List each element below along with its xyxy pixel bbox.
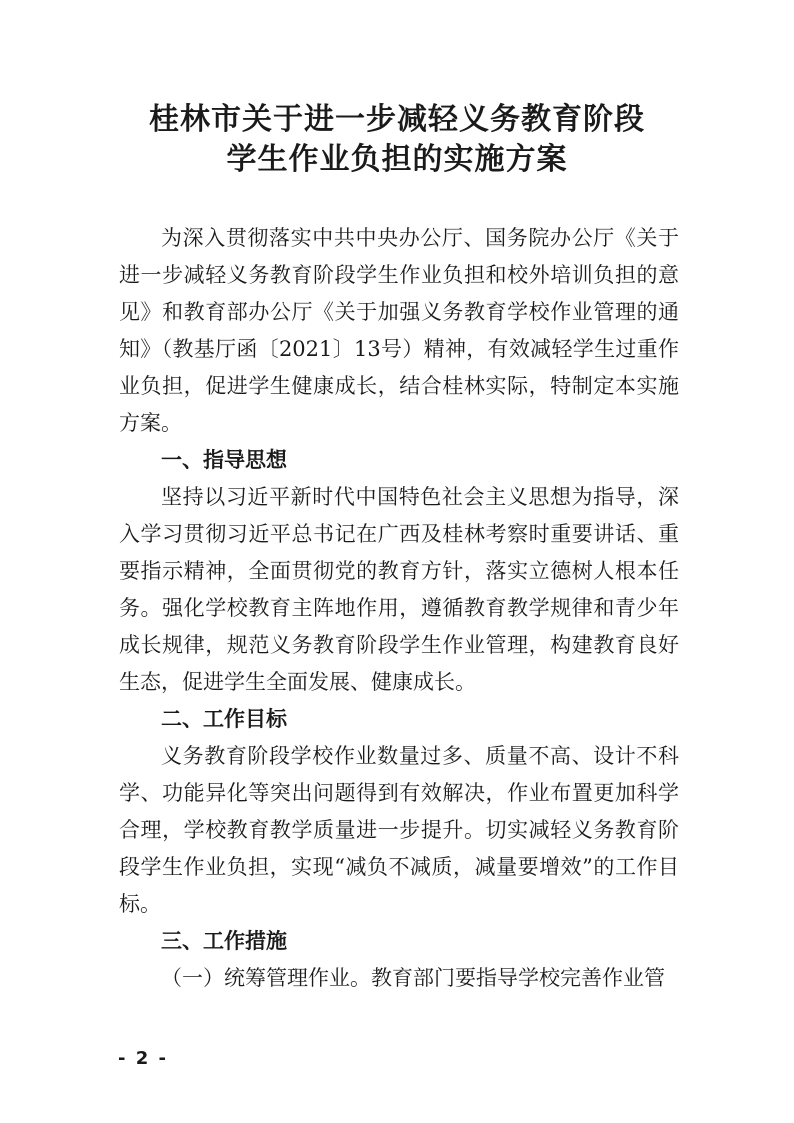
intro-paragraph: 为深入贯彻落实中共中央办公厅、国务院办公厅《关于进一步减轻义务教育阶段学生作业负担和校外培训负担的意见》和教育部办公厅《关于加强义务教育学校作业管理的通知》（教基厅函〔2021〕13号）精神，有效减轻学生过重作业负担，促进学生健康成长，结合桂林实际，特制定本实施方案。 — [119, 226, 679, 435]
guiding-ideology-paragraph: 坚持以习近平新时代中国特色社会主义思想为指导，深入学习贯彻习近平总书记在广西及桂林考察时重要讲话、重要指示精神，全面贯彻党的教育方针，落实立德树人根本任务。强化学校教育主阵地作用，遵循教育教学规律和青少年成长规律，规范义务教育阶段学生作业管理，构建教育良好生态，促进学生全面发展、健康成长。 — [119, 485, 679, 694]
work-measures-item-1: （一）统筹管理作业。教育部门要指导学校完善作业管 — [161, 966, 665, 990]
section-heading-work-goals: 二、工作目标 — [161, 707, 287, 731]
document-body — [119, 220, 679, 997]
document-title-line-1: 桂林市关于进一步减轻义务教育阶段 — [149, 102, 645, 137]
section-heading-work-measures: 三、工作措施 — [161, 929, 287, 953]
page-number: - 2 - — [118, 1048, 168, 1069]
document-title-line-2: 学生作业负担的实施方案 — [226, 142, 568, 177]
work-goals-paragraph: 义务教育阶段学校作业数量过多、质量不高、设计不科学、功能异化等突出问题得到有效解决，作业布置更加科学合理，学校教育教学质量进一步提升。切实减轻义务教育阶段学生作业负担，实现“减负不减质，减量要增效”的工作目标。 — [119, 744, 679, 916]
section-heading-guiding-ideology: 一、指导思想 — [161, 448, 287, 472]
